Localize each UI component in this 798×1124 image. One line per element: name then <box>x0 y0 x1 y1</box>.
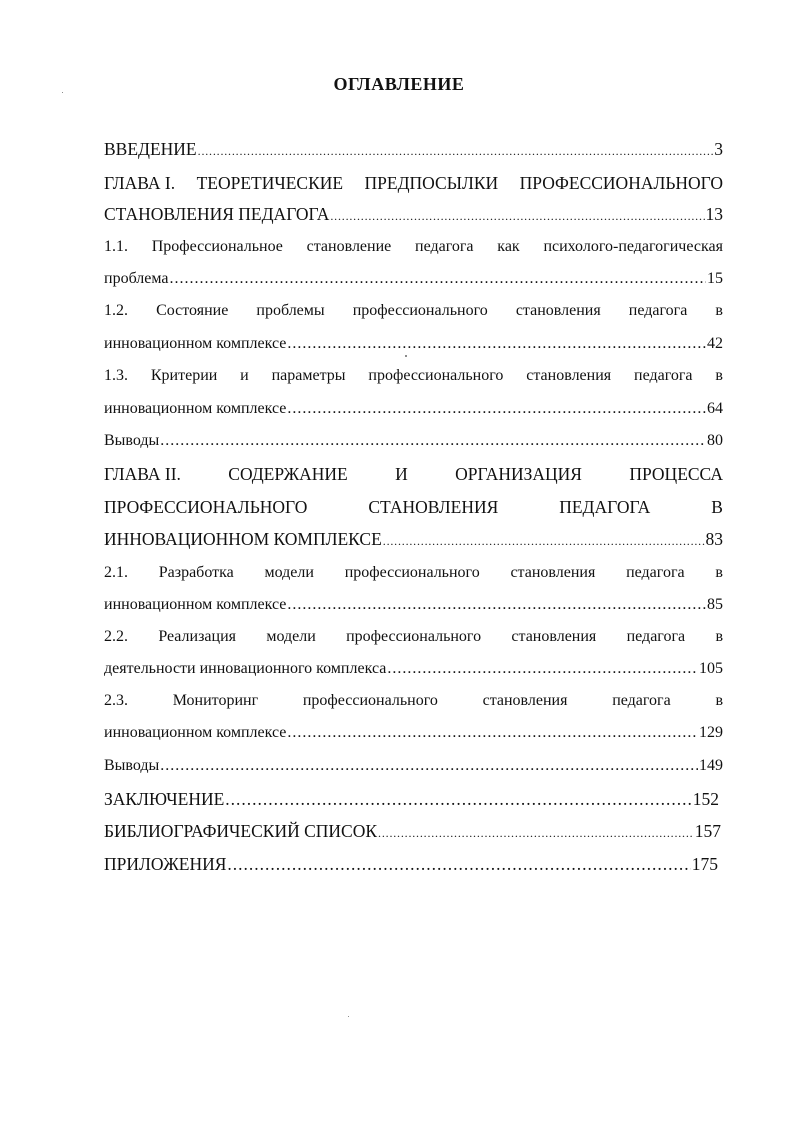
toc-entry-conclusion <box>104 786 719 812</box>
toc-entry-page: 64 <box>707 400 723 417</box>
toc-entry-section-2-3-line-2 <box>104 720 723 746</box>
toc-entry-page: 175 <box>691 854 718 874</box>
toc-word: проблемы <box>256 302 325 319</box>
toc-word: педагога <box>415 238 474 255</box>
toc-entry-text: БИБЛИОГРАФИЧЕСКИЙ СПИСОК <box>104 821 378 841</box>
toc-word: 1.1. <box>104 238 128 255</box>
toc-word: ПРЕДПОСЫЛКИ <box>364 173 499 193</box>
toc-entry-text: Выводы <box>104 432 160 449</box>
toc-entry-text: инновационном комплексе <box>104 335 287 352</box>
toc-word: педагога <box>612 692 671 709</box>
toc-word: Критерии <box>150 367 218 384</box>
toc-entry-section-2-1-line-2 <box>104 592 723 618</box>
toc-leader-dots <box>383 528 705 552</box>
toc-entry-section-1-3-line-1 <box>104 363 723 389</box>
toc-word: ОРГАНИЗАЦИЯ <box>455 464 582 484</box>
toc-word: профессионального <box>352 302 488 319</box>
toc-entry-section-1-2-line-2 <box>104 331 723 357</box>
toc-word: СОДЕРЖАНИЕ <box>228 464 348 484</box>
toc-entry-bibliography <box>104 818 721 844</box>
toc-entry-section-1-1-line-2 <box>104 266 723 292</box>
toc-word: и <box>240 367 249 384</box>
toc-word: профессионального <box>346 628 482 645</box>
toc-entry-chapter-2-conclusions <box>104 753 723 779</box>
scan-speck <box>62 92 63 93</box>
toc-entry-page: 105 <box>699 660 723 677</box>
toc-word: ПРОФЕССИОНАЛЬНОГО <box>104 497 308 517</box>
toc-entry-text: проблема <box>104 270 169 287</box>
toc-entry-text: Выводы <box>104 757 160 774</box>
toc-word: профессионального <box>368 367 504 384</box>
toc-entry-section-2-2-line-1 <box>104 624 723 650</box>
toc-entry-section-2-1-line-1 <box>104 560 723 586</box>
toc-leader-dots <box>198 138 714 162</box>
toc-word: становления <box>510 564 596 581</box>
toc-entry-chapter-1-line-1 <box>104 170 723 196</box>
toc-entry-section-2-3-line-1 <box>104 688 723 714</box>
toc-entry-appendices <box>104 851 718 877</box>
toc-entry-chapter-2-line-1 <box>104 461 723 487</box>
toc-word: параметры <box>271 367 346 384</box>
toc-word: ПРОФЕССИОНАЛЬНОГО <box>519 173 723 193</box>
page-title: ОГЛАВЛЕНИЕ <box>333 74 465 94</box>
toc-entry-text: СТАНОВЛЕНИЯ ПЕДАГОГА <box>104 204 330 224</box>
toc-word: Профессиональное <box>151 238 283 255</box>
toc-word: В <box>711 497 723 517</box>
scan-speck <box>405 355 407 357</box>
toc-entry-chapter-1-line-2 <box>104 201 723 227</box>
toc-entry-text: инновационном комплексе <box>104 596 287 613</box>
toc-word: педагога <box>626 628 686 645</box>
toc-word: становления <box>526 367 612 384</box>
toc-word: становления <box>515 302 601 319</box>
toc-word: становления <box>482 692 568 709</box>
toc-entry-text: инновационном комплексе <box>104 400 287 417</box>
toc-word: ТЕОРЕТИЧЕСКИЕ <box>196 173 344 193</box>
toc-leader-dots <box>160 753 698 779</box>
toc-entry-page: 13 <box>705 204 723 224</box>
toc-word: ГЛАВА II. <box>104 464 181 484</box>
toc-word: И <box>395 464 408 484</box>
toc-entry-text: ЗАКЛЮЧЕНИЕ <box>104 789 225 809</box>
toc-word: педагога <box>634 367 693 384</box>
toc-word: модели <box>266 628 316 645</box>
toc-leader-dots <box>160 428 706 454</box>
toc-entry-section-2-2-line-2 <box>104 656 723 682</box>
toc-leader-dots <box>287 331 706 357</box>
toc-word: модели <box>264 564 314 581</box>
toc-word: профессионального <box>302 692 438 709</box>
toc-entry-chapter-2-line-2 <box>104 494 723 520</box>
toc-leader-dots <box>170 266 706 292</box>
toc-entry-page: 15 <box>707 270 723 287</box>
toc-entry-page: 42 <box>707 335 723 352</box>
toc-word: профессионального <box>344 564 480 581</box>
toc-word: ПРОЦЕССА <box>629 464 723 484</box>
toc-entry-text: ИННОВАЦИОННОМ КОМПЛЕКСЕ <box>104 529 382 549</box>
toc-leader-dots <box>227 851 690 877</box>
toc-word: в <box>715 302 723 319</box>
toc-entry-section-1-3-line-2 <box>104 396 723 422</box>
toc-entry-chapter-1-conclusions <box>104 428 723 454</box>
toc-word: в <box>715 692 723 709</box>
toc-word: СТАНОВЛЕНИЯ <box>368 497 499 517</box>
toc-word: Реализация <box>158 628 236 645</box>
toc-word: 2.3. <box>104 692 128 709</box>
toc-entry-section-1-1-line-1 <box>104 234 723 260</box>
toc-entry-text: ПРИЛОЖЕНИЯ <box>104 854 227 874</box>
toc-leader-dots <box>287 720 698 746</box>
toc-leader-dots <box>287 396 706 422</box>
toc-word: Мониторинг <box>172 692 259 709</box>
toc-entry-text: деятельности инновационного комплекса <box>104 660 387 677</box>
toc-word: становление <box>306 238 392 255</box>
toc-entry-page: 83 <box>705 529 723 549</box>
toc-word: как <box>497 238 520 255</box>
toc-word: в <box>715 367 723 384</box>
toc-word: Состояние <box>156 302 229 319</box>
toc-entry-chapter-2-line-3 <box>104 526 723 552</box>
toc-entry-page: 85 <box>707 596 723 613</box>
toc-word: в <box>715 628 723 645</box>
toc-leader-dots <box>387 656 698 682</box>
toc-word: педагога <box>626 564 685 581</box>
toc-leader-dots <box>330 203 704 227</box>
toc-word: 1.3. <box>104 367 128 384</box>
toc-entry-text: ВВЕДЕНИЕ <box>104 139 197 159</box>
toc-word: 2.1. <box>104 564 128 581</box>
scan-speck <box>348 1016 349 1017</box>
toc-entry-page: 157 <box>694 821 721 841</box>
toc-leader-dots <box>225 786 691 812</box>
toc-word: ГЛАВА I. <box>104 173 176 193</box>
toc-entry-page: 149 <box>699 757 723 774</box>
toc-entry-page: 80 <box>707 432 723 449</box>
toc-entry-section-1-2-line-1 <box>104 298 723 324</box>
toc-word: 1.2. <box>104 302 128 319</box>
toc-entry-introduction <box>104 136 723 162</box>
toc-leader-dots <box>287 592 706 618</box>
toc-word: ПЕДАГОГА <box>559 497 651 517</box>
toc-word: в <box>715 564 723 581</box>
toc-entry-page: 152 <box>692 789 719 809</box>
toc-word: психолого-педагогическая <box>543 238 723 255</box>
toc-word: Разработка <box>158 564 234 581</box>
toc-word: 2.2. <box>104 628 128 645</box>
toc-entry-page: 129 <box>699 724 723 741</box>
toc-entry-page: 3 <box>714 139 723 159</box>
toc-entry-text: инновационном комплексе <box>104 724 287 741</box>
toc-leader-dots <box>378 820 694 844</box>
toc-word: педагога <box>628 302 688 319</box>
toc-word: становления <box>511 628 597 645</box>
